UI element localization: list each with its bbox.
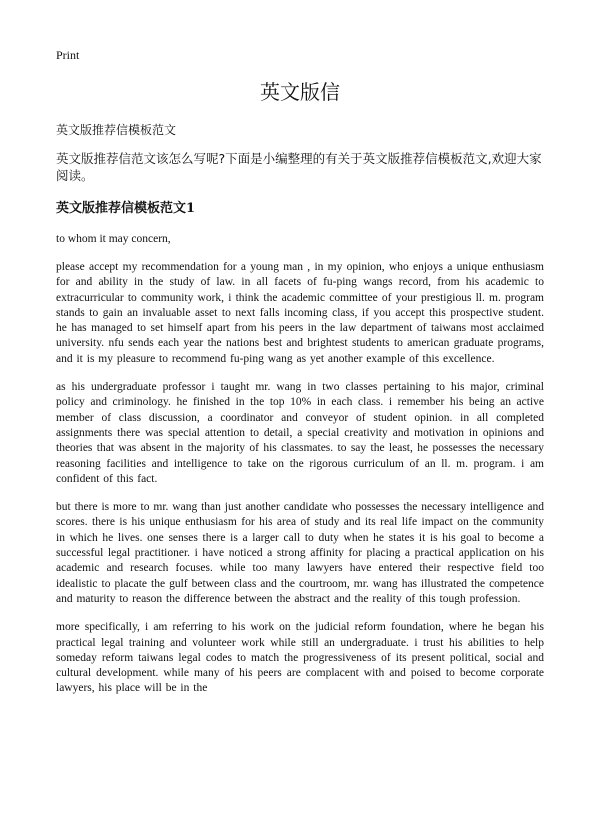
- page-title: 英文版信: [260, 80, 340, 104]
- body-paragraph: please accept my recommendation for a young man , in my opinion, who enjoys a unique enthusiasm for and ability in the study of law. in all facets of fu-ping wangs record, from his academic to extracurricular to community work, i think the academic committee of your prestigious ll. m. program stands to gain an invaluable asset to next falls incoming class, if you accept this prospective student. he has managed to set himself apart from his peers in the law department of taiwans most acclaimed university. nfu sends each year the nations best and brightest students to american graduate programs, and it is my pleasure to recommend fu-ping wang as yet another example of this excellence.: [56, 261, 544, 365]
- body-paragraph: but there is more to mr. wang than just another candidate who possesses the necessary intelligence and scores. there is his unique enthusiasm for his area of study and its real life impact on the community in which he lives. one senses there is a larger call to duty when he states it is his goal to become a successful legal practitioner. i have noticed a strong affinity for placing a practical application on his academic and research focuses. while too many lawyers have entered their respective field too idealistic to placate the gulf between class and the courtroom, mr. wang has illustrated the competence and maturity to reason the difference between the abstract and the reality of this tough profession.: [56, 501, 544, 605]
- print-link[interactable]: Print: [56, 48, 80, 62]
- body-paragraph: as his undergraduate professor i taught mr. wang in two classes pertaining to his major, criminal policy and criminology. he finished in the top 10% in each class. i remember his being an active member of class discussion, a coordinator and conveyor of student opinion. in all completed assignments there was special attention to detail, a special creativity and motivation in opinions and theories that was absent in the majority of his classmates. to say the least, he possesses the necessary reasoning facilities and intelligence to take on the rigorous curriculum of an ll. m. program. i am confident of this fact.: [56, 381, 544, 485]
- intro-paragraph: 英文版推荐信范文该怎么写呢?下面是小编整理的有关于英文版推荐信模板范文,欢迎大家阅读。: [56, 151, 542, 183]
- subtitle: 英文版推荐信模板范文: [56, 123, 177, 137]
- salutation: to whom it may concern,: [56, 233, 171, 245]
- section-heading: 英文版推荐信模板范文1: [56, 201, 196, 216]
- body-paragraph: more specifically, i am referring to his work on the judicial reform foundation, where he began his practical legal training and volunteer work while still an undergraduate. i trust his abilities to help someday reform taiwans legal codes to match the progressiveness of its present political, social and cultural development. while many of his peers are complacent with and poised to become corporate lawyers, his place will be in the: [56, 621, 544, 695]
